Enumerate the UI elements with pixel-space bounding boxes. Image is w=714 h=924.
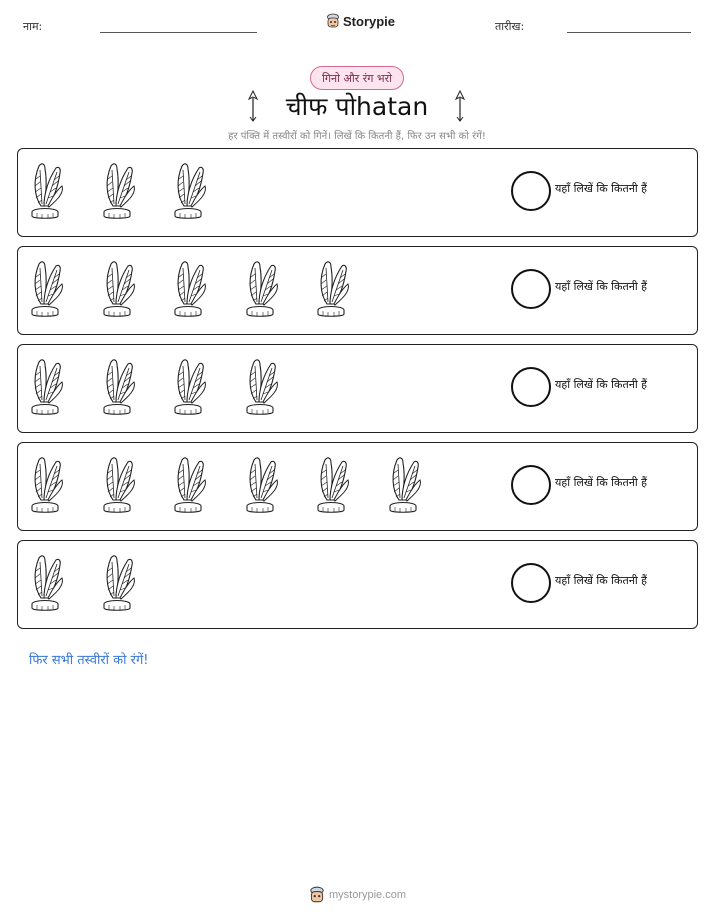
feather-headdress-icon[interactable] bbox=[316, 454, 350, 514]
counting-row bbox=[17, 344, 698, 433]
arrow-icon bbox=[454, 89, 466, 123]
counting-row bbox=[17, 540, 698, 629]
footer-url: mystorypie.com bbox=[329, 889, 407, 901]
footer-brand bbox=[309, 886, 406, 904]
counting-row bbox=[17, 148, 698, 237]
feather-headdress-icon[interactable] bbox=[173, 258, 207, 318]
answer-circle[interactable] bbox=[511, 563, 551, 603]
name-field[interactable] bbox=[100, 32, 257, 33]
page-title: चीफ पोhatan bbox=[285, 92, 429, 121]
answer-label: यहाँ लिखें कि कितनी हैं bbox=[555, 574, 648, 587]
answer-label: यहाँ लिखें कि कितनी हैं bbox=[555, 378, 648, 391]
feather-headdress-icon[interactable] bbox=[30, 552, 64, 612]
counting-row bbox=[17, 442, 698, 531]
feather-headdress-icon[interactable] bbox=[245, 356, 279, 416]
answer-label: यहाँ लिखें कि कितनी हैं bbox=[555, 182, 648, 195]
feather-headdress-icon[interactable] bbox=[30, 258, 64, 318]
answer-circle[interactable] bbox=[511, 269, 551, 309]
feather-headdress-icon[interactable] bbox=[30, 454, 64, 514]
brand-name: Storypie bbox=[343, 13, 396, 29]
feather-headdress-icon[interactable] bbox=[316, 258, 350, 318]
answer-label: यहाँ लिखें कि कितनी हैं bbox=[555, 280, 648, 293]
feather-headdress-icon[interactable] bbox=[102, 552, 136, 612]
feather-headdress-icon[interactable] bbox=[30, 160, 64, 220]
activity-badge: गिनो और रंग भरो bbox=[310, 66, 404, 90]
name-label: नाम: bbox=[23, 20, 43, 33]
feather-headdress-icon[interactable] bbox=[102, 258, 136, 318]
feather-headdress-icon[interactable] bbox=[173, 454, 207, 514]
feather-headdress-icon[interactable] bbox=[173, 356, 207, 416]
answer-circle[interactable] bbox=[511, 367, 551, 407]
feather-headdress-icon[interactable] bbox=[245, 454, 279, 514]
date-label: तारीख: bbox=[495, 20, 525, 33]
feather-headdress-icon[interactable] bbox=[30, 356, 64, 416]
footer-note: फिर सभी तस्वीरों को रंगें! bbox=[29, 653, 149, 668]
instructions: हर पंक्ति में तस्वीरों को गिनें। लिखें कि कितनी हैं, फिर उन सभी को रंगें! bbox=[228, 131, 486, 142]
feather-headdress-icon[interactable] bbox=[102, 160, 136, 220]
feather-headdress-icon[interactable] bbox=[388, 454, 422, 514]
counting-rows bbox=[17, 148, 698, 638]
storypie-mascot-icon bbox=[309, 886, 325, 904]
date-field[interactable] bbox=[567, 32, 691, 33]
answer-label: यहाँ लिखें कि कितनी हैं bbox=[555, 476, 648, 489]
feather-headdress-icon[interactable] bbox=[173, 160, 207, 220]
feather-headdress-icon[interactable] bbox=[245, 258, 279, 318]
brand-logo bbox=[326, 13, 395, 29]
answer-circle[interactable] bbox=[511, 465, 551, 505]
feather-headdress-icon[interactable] bbox=[102, 356, 136, 416]
feather-headdress-icon[interactable] bbox=[102, 454, 136, 514]
counting-row bbox=[17, 246, 698, 335]
answer-circle[interactable] bbox=[511, 171, 551, 211]
storypie-mascot-icon bbox=[326, 13, 340, 29]
